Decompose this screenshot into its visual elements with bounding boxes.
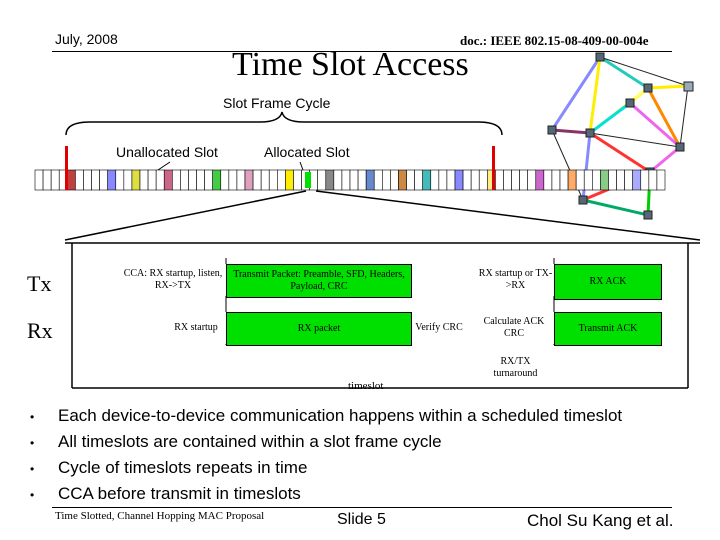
slot-frame-cycle-label: Slot Frame Cycle (223, 95, 331, 111)
calculate-ack-crc-text: Calculate ACK CRC (483, 316, 545, 339)
rx-ack-box (554, 264, 662, 300)
transmit-ack-text: Transmit ACK (578, 323, 638, 334)
bullet-text-2: All timeslots are contained within a slot frame cycle (58, 432, 442, 451)
cca-text: CCA: RX startup, listen, RX->TX (123, 268, 223, 291)
rx-startup-or-box (477, 264, 554, 296)
transmit-ack-box (554, 312, 662, 346)
calculate-ack-crc-box (474, 312, 554, 344)
transmit-packet-text: Transmit Packet: Preamble, SFD, Headers, Payload, CRC (233, 269, 405, 292)
verify-crc-box (414, 312, 464, 344)
cca-box (120, 264, 226, 296)
bullet-text-1: Each device-to-device communication happens within a scheduled timeslot (58, 406, 623, 425)
allocated-slot-label: Allocated Slot (264, 144, 350, 160)
bullet-text-4: CCA before transmit in timeslots (58, 484, 301, 503)
tx-row-label: Tx (27, 271, 52, 296)
rx-startup-text: RX startup (174, 322, 218, 333)
slot-frame-cycle-brace (60, 110, 510, 140)
slide-number: Slide 5 (337, 511, 386, 528)
header-date: July, 2008 (55, 31, 118, 47)
bullet-marker-2: • (30, 436, 35, 450)
transmit-packet-box (226, 264, 412, 298)
rx-startup-or-text: RX startup or TX->RX (478, 268, 553, 291)
cycle-boundary-marker (65, 146, 68, 190)
footer-rule (52, 507, 672, 508)
rx-packet-box (226, 312, 412, 346)
rx-startup-box (166, 312, 226, 344)
timeslot-label: timeslot (348, 380, 384, 392)
rx-ack-text: RX ACK (589, 276, 627, 287)
verify-crc-text: Verify CRC (415, 322, 463, 333)
rx-row-label: Rx (27, 318, 53, 343)
turnaround-text: RX/TX turnaround (493, 356, 538, 379)
bullet-text-3: Cycle of timeslots repeats in time (58, 458, 308, 477)
bullet-marker-4: • (30, 488, 35, 502)
turnaround-box (477, 352, 554, 384)
rx-packet-text: RX packet (297, 323, 341, 334)
footer-author: Chol Su Kang et al. (527, 511, 674, 530)
cycle-boundary-marker (492, 146, 495, 190)
header-doc-id: doc.: IEEE 802.15-08-409-00-004e (460, 33, 649, 48)
footer-left: Time Slotted, Channel Hopping MAC Proposal (55, 510, 265, 522)
slide-title: Time Slot Access (232, 46, 469, 83)
bullet-marker-3: • (30, 462, 35, 476)
bullet-marker-1: • (30, 410, 35, 424)
unallocated-slot-label: Unallocated Slot (116, 144, 218, 160)
